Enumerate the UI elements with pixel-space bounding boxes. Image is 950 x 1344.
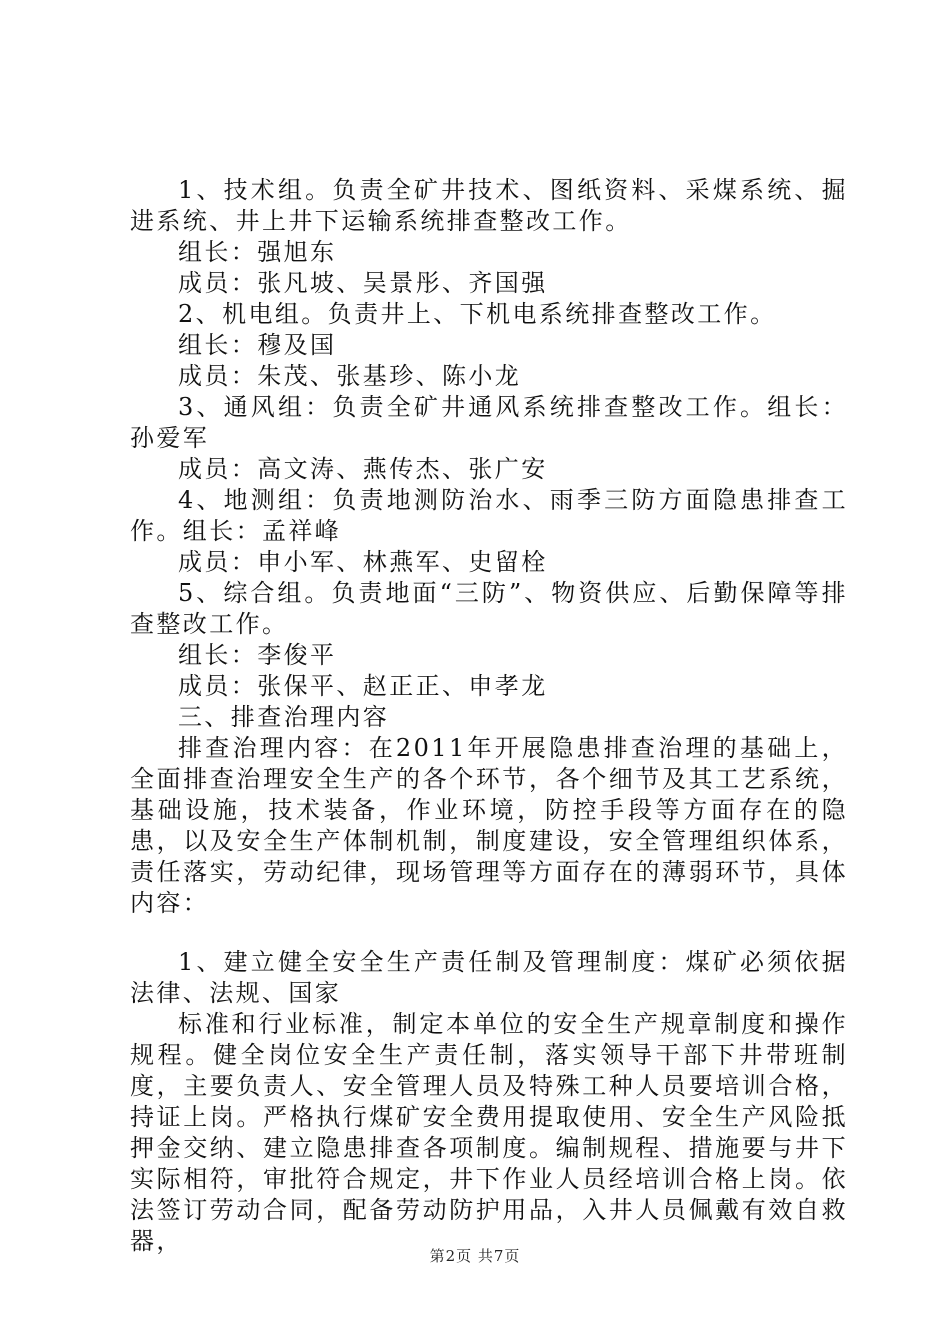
paragraph-content-intro: 排查治理内容：在2011年开展隐患排查治理的基础上，全面排查治理安全生产的各个环节，各个细节及其工艺系统，基础设施，技术装备，作业环境，防控手段等方面存在的隐患，以及安全生产体制机制，制度建设，安全管理组织体系，责任落实，劳动纪律，现场管理等方面存在的薄弱环节，具体内容： <box>130 734 848 917</box>
paragraph-item-1: 1、建立健全安全生产责任制及管理制度：煤矿必须依据法律、法规、国家 <box>130 948 848 1007</box>
paragraph-item-1-continued: 标准和行业标准，制定本单位的安全生产规章制度和操作规程。健全岗位安全生产责任制，落实领导干部下井带班制度，主要负责人、安全管理人员及特殊工种人员要培训合格，持证上岗。严格执行煤矿安全费用提取使用、安全生产风险抵押金交纳、建立隐患排查各项制度。编制规程、措施要与井下实际相符，审批符合规定，井下作业人员经培训合格上岗。依法签订劳动合同，配备劳动防护用品，入井人员佩戴有效自救器， <box>130 1010 848 1255</box>
paragraph-general-members: 成员：张保平、赵正正、申孝龙 <box>178 672 548 700</box>
document-body <box>130 175 848 1257</box>
paragraph-tech-leader: 组长：强旭东 <box>178 238 337 266</box>
paragraph-survey-group: 4、地测组：负责地测防治水、雨季三防方面隐患排查工作。组长：孟祥峰 <box>130 486 848 545</box>
paragraph-general-group: 5、综合组。负责地面“三防”、物资供应、后勤保障等排查整改工作。 <box>130 579 848 638</box>
paragraph-tech-members: 成员：张凡坡、吴景彤、齐国强 <box>178 269 548 297</box>
paragraph-vent-group: 3、通风组：负责全矿井通风系统排查整改工作。组长：孙爱军 <box>130 393 848 452</box>
paragraph-mech-leader: 组长：穆及国 <box>178 331 337 359</box>
paragraph-general-leader: 组长：李俊平 <box>178 641 337 669</box>
paragraph-mech-members: 成员：朱茂、张基珍、陈小龙 <box>178 362 522 390</box>
section-heading-3: 三、排查治理内容 <box>178 703 390 731</box>
paragraph-mech-group: 2、机电组。负责井上、下机电系统排查整改工作。 <box>178 300 777 328</box>
paragraph-tech-group: 1、技术组。负责全矿井技术、图纸资料、采煤系统、掘进系统、井上井下运输系统排查整改工作。 <box>130 176 848 235</box>
page-footer: 第2页 共7页 <box>429 1247 521 1265</box>
paragraph-survey-members: 成员：申小军、林燕军、史留栓 <box>178 548 548 576</box>
paragraph-vent-members: 成员：高文涛、燕传杰、张广安 <box>178 455 548 483</box>
